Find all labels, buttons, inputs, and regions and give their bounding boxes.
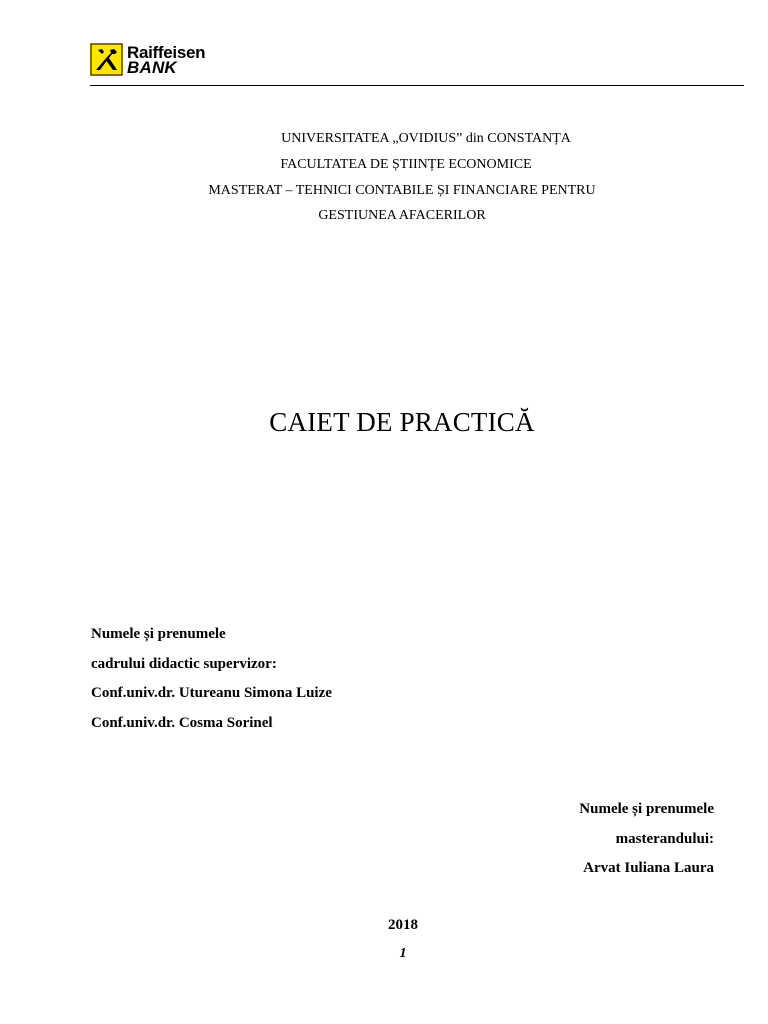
logo-line1: Raiffeisen [127,42,206,62]
raiffeisen-bank-logo [90,43,205,76]
student-block [579,799,714,888]
supervisor-block [91,624,332,742]
supervisor-label-line2: cadrului didactic supervizor: [91,655,277,672]
student-name: Arvat Iuliana Laura [583,860,714,876]
faculty-name: FACULTATEA DE ȘTIINȚE ECONOMICE [280,157,532,172]
raiffeisen-crossed-horses-icon [90,43,123,76]
master-program-line2: GESTIUNEA AFACERILOR [318,208,486,223]
header-rule [90,85,744,86]
master-program-line1: MASTERAT – TEHNICI CONTABILE ȘI FINANCIARE PENTRU [208,183,596,198]
supervisor-label-line1: Numele și prenumele [91,626,226,642]
year: 2018 [388,917,418,933]
page-number: 1 [399,946,407,961]
logo-wordmark [127,42,206,77]
supervisor-name: Conf.univ.dr. Utureanu Simona Luize [91,685,332,701]
student-label-line1: Numele și prenumele [579,801,714,817]
logo-line2: BANK [127,57,177,77]
student-label-line2: masterandului: [615,830,714,847]
university-name: UNIVERSITATEA „OVIDIUS” din CONSTANȚA [281,131,571,146]
supervisor-name: Conf.univ.dr. Cosma Sorinel [91,714,273,731]
document-title: CAIET DE PRACTICĂ [269,407,535,437]
